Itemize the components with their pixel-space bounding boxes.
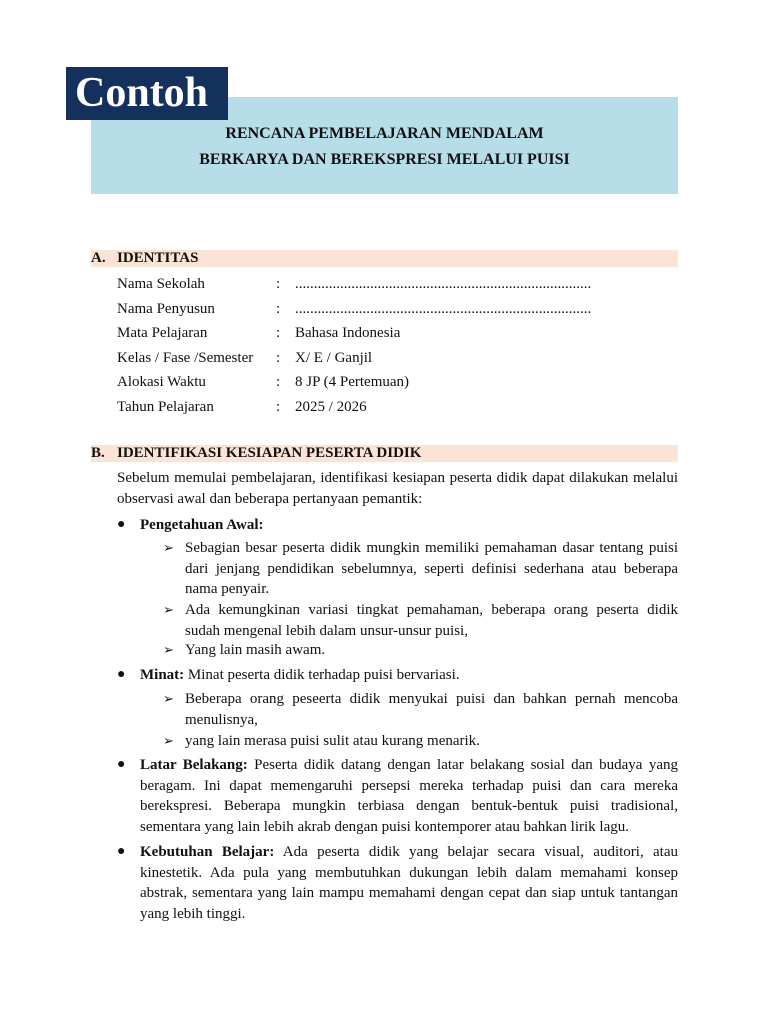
bullet-body: Peserta didik datang dengan latar belakang sosial dan budaya yang beragam. Ini dapat memengaruhi persepsi mereka terhadap puisi dan cara mereka berekspresi. Beberapa mungkin terbiasa dengan bentuk-bentuk puisi tradisional, sementara yang lain lebih akrab dengan puisi kontemporer atau bahkan lirik lagu. <box>140 757 678 835</box>
identity-colon: : <box>276 325 281 342</box>
bullet-icon: ● <box>117 667 126 682</box>
identity-value: ............................................................................... <box>295 276 592 292</box>
sub-item-text: yang lain merasa puisi sulit atau kurang menarik. <box>185 733 480 749</box>
identity-row <box>117 274 677 299</box>
identity-colon: : <box>276 276 281 292</box>
bullet-body: Ada peserta didik yang belajar secara visual, auditori, atau kinestetik. Ada pula yang membutuhkan dukungan lebih dalam memahami konsep abstrak, sementara yang lain mampu memahami dengan cepat dan siap untuk tantangan yang lebih tinggi. <box>140 844 678 922</box>
section-b-letter: B. <box>91 445 105 461</box>
arrow-bullet-icon: ➢ <box>163 733 174 748</box>
identity-value: 8 JP (4 Pertemuan) <box>295 374 410 391</box>
sub-item-text: Ada kemungkinan variasi tingkat pemahaman, beberapa orang peserta didik sudah mengenal lebih dalam unsur-unsur puisi, <box>185 602 678 639</box>
contoh-badge: Contoh <box>66 67 228 120</box>
section-b-title: IDENTIFIKASI KESIAPAN PESERTA DIDIK <box>117 445 422 461</box>
section-b-intro: Sebelum memulai pembelajaran, identifikasi kesiapan peserta didik dapat dilakukan melalui observasi awal dan beberapa pertanyaan pemantik: <box>117 470 678 507</box>
identity-row <box>117 372 677 397</box>
identity-value: 2025 / 2026 <box>295 398 367 415</box>
bullet-icon: ● <box>117 517 126 532</box>
bullet-text <box>140 665 678 686</box>
identity-label: Kelas / Fase /Semester <box>117 349 254 366</box>
identity-value: ............................................................................... <box>295 300 592 317</box>
identity-colon: : <box>276 300 281 317</box>
bullet-text <box>140 842 678 924</box>
bullet-title: Pengetahuan Awal: <box>140 517 264 533</box>
identity-row <box>117 397 677 422</box>
bullet-icon: ● <box>117 757 126 772</box>
sub-item-text: Sebagian besar peserta didik mungkin memiliki pemahaman dasar tentang puisi dari jenjang pendidikan sebelumnya, seperti definisi sederhana atau beberapa nama penyair. <box>185 540 678 597</box>
identity-colon: : <box>276 398 281 415</box>
bullet-icon: ● <box>117 844 126 859</box>
section-b-heading <box>91 445 678 462</box>
title-line-1: RENCANA PEMBELAJARAN MENDALAM <box>225 125 544 142</box>
identity-colon: : <box>276 374 281 391</box>
bullet-title: Kebutuhan Belajar: <box>140 844 275 860</box>
bullet-text <box>140 515 678 536</box>
identity-label: Mata Pelajaran <box>117 325 208 342</box>
arrow-bullet-icon: ➢ <box>163 602 174 617</box>
sub-item-text: Yang lain masih awam. <box>185 642 326 658</box>
identity-table <box>117 274 677 422</box>
identity-label: Nama Sekolah <box>117 276 205 292</box>
sub-item-text: Beberapa orang peseerta didik menyukai puisi dan bahkan pernah mencoba menulisnya, <box>185 691 678 728</box>
bullet-body: Minat peserta didik terhadap puisi bervariasi. <box>184 667 460 683</box>
identity-value: X/ E / Ganjil <box>295 349 373 366</box>
section-a-heading <box>91 250 678 267</box>
arrow-bullet-icon: ➢ <box>163 540 174 555</box>
arrow-bullet-icon: ➢ <box>163 642 174 657</box>
identity-row <box>117 299 677 324</box>
section-a-letter: A. <box>91 250 106 266</box>
identity-row <box>117 348 677 373</box>
identity-colon: : <box>276 349 281 366</box>
title-line-2: BERKARYA DAN BEREKSPRESI MELALUI PUISI <box>199 151 570 168</box>
bullet-title: Latar Belakang: <box>140 757 248 773</box>
identity-label: Nama Penyusun <box>117 300 215 317</box>
bullet-text <box>140 755 678 837</box>
identity-value: Bahasa Indonesia <box>295 325 401 342</box>
bullet-title: Minat: <box>140 667 185 683</box>
arrow-bullet-icon: ➢ <box>163 691 174 706</box>
identity-label: Tahun Pelajaran <box>117 398 214 415</box>
identity-label: Alokasi Waktu <box>117 374 206 391</box>
identity-row <box>117 323 677 348</box>
section-a-title: IDENTITAS <box>117 250 199 266</box>
